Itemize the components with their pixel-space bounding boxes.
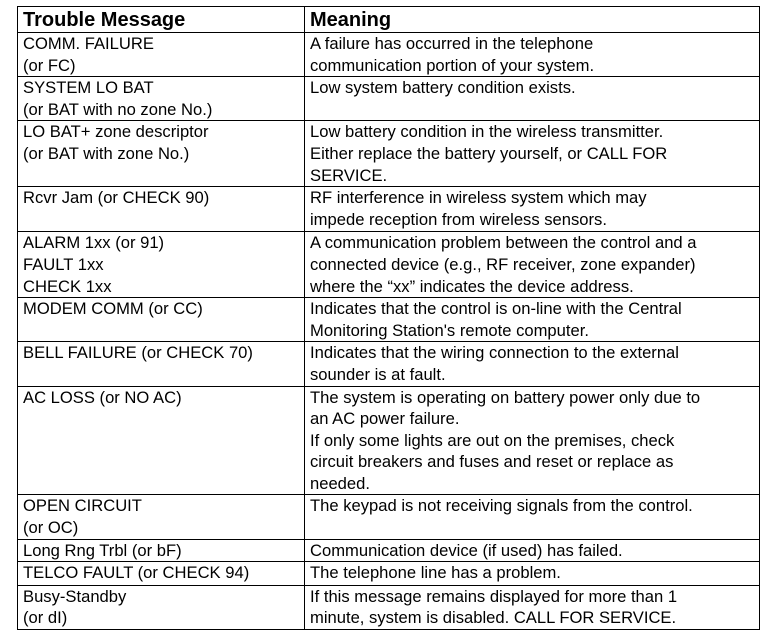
trouble-message-line: OPEN CIRCUIT bbox=[23, 496, 142, 516]
trouble-message-cell bbox=[18, 495, 305, 539]
trouble-message-line: COMM. FAILURE bbox=[23, 34, 154, 53]
meaning-cell bbox=[305, 298, 760, 342]
trouble-message-line: (or BAT with no zone No.) bbox=[23, 99, 213, 119]
table-row bbox=[18, 187, 760, 232]
meaning-line: minute, system is disabled. CALL FOR SERVICE. bbox=[310, 608, 677, 628]
trouble-message-cell bbox=[18, 187, 305, 232]
meaning-line: Indicates that the wiring connection to the external bbox=[310, 343, 679, 363]
meaning-line: Monitoring Station's remote computer. bbox=[310, 320, 589, 340]
meaning-cell bbox=[305, 539, 760, 562]
trouble-message-table-container bbox=[17, 6, 760, 630]
meaning-line: Low system battery condition exists. bbox=[310, 78, 576, 98]
meaning-line: If this message remains displayed for more than 1 bbox=[310, 586, 678, 606]
trouble-message-cell bbox=[18, 33, 305, 77]
meaning-line: circuit breakers and fuses and reset or replace as bbox=[310, 452, 674, 472]
trouble-message-line: (or FC) bbox=[23, 55, 76, 75]
meaning-line: SERVICE. bbox=[310, 165, 388, 185]
meaning-line: an AC power failure. bbox=[310, 409, 460, 429]
header-meaning: Meaning bbox=[305, 7, 760, 33]
table-row bbox=[18, 539, 760, 562]
table-row bbox=[18, 121, 760, 187]
table-row bbox=[18, 33, 760, 77]
meaning-line: The system is operating on battery power only due to bbox=[310, 387, 701, 407]
trouble-message-cell bbox=[18, 342, 305, 386]
meaning-cell bbox=[305, 342, 760, 386]
trouble-message-cell bbox=[18, 539, 305, 562]
trouble-message-line: AC LOSS (or NO AC) bbox=[23, 387, 182, 407]
trouble-message-line: (or dI) bbox=[23, 608, 68, 628]
meaning-cell bbox=[305, 121, 760, 187]
meaning-cell bbox=[305, 495, 760, 539]
meaning-line: RF interference in wireless system which may bbox=[310, 188, 647, 208]
meaning-cell bbox=[305, 562, 760, 586]
trouble-message-line: ALARM 1xx (or 91) bbox=[23, 233, 165, 253]
meaning-cell bbox=[305, 585, 760, 629]
trouble-message-line: CHECK 1xx bbox=[23, 276, 112, 296]
meaning-line: The keypad is not receiving signals from the control. bbox=[310, 496, 693, 516]
meaning-line: Low battery condition in the wireless transmitter. bbox=[310, 122, 664, 142]
meaning-cell bbox=[305, 386, 760, 495]
meaning-line: communication portion of your system. bbox=[310, 55, 595, 75]
trouble-message-line: Rcvr Jam (or CHECK 90) bbox=[23, 188, 210, 208]
trouble-message-table bbox=[17, 6, 760, 630]
meaning-line: where the “xx” indicates the device address. bbox=[310, 276, 634, 296]
trouble-message-line: SYSTEM LO BAT bbox=[23, 78, 154, 98]
trouble-message-line: (or OC) bbox=[23, 518, 79, 538]
meaning-cell bbox=[305, 232, 760, 298]
trouble-message-line: BELL FAILURE (or CHECK 70) bbox=[23, 343, 253, 363]
trouble-message-cell bbox=[18, 121, 305, 187]
table-row bbox=[18, 386, 760, 495]
trouble-message-cell bbox=[18, 232, 305, 298]
meaning-line: The telephone line has a problem. bbox=[310, 563, 561, 583]
table-header-row bbox=[18, 7, 760, 33]
trouble-message-cell bbox=[18, 77, 305, 121]
meaning-line: If only some lights are out on the premises, check bbox=[310, 430, 675, 450]
trouble-message-cell bbox=[18, 585, 305, 629]
table-body bbox=[18, 33, 760, 630]
table-row bbox=[18, 232, 760, 298]
trouble-message-cell bbox=[18, 562, 305, 586]
table-row bbox=[18, 298, 760, 342]
trouble-message-line: TELCO FAULT (or CHECK 94) bbox=[23, 563, 250, 583]
meaning-cell bbox=[305, 77, 760, 121]
table-row bbox=[18, 562, 760, 586]
meaning-line: A communication problem between the control and a bbox=[310, 233, 697, 253]
meaning-cell bbox=[305, 187, 760, 232]
meaning-cell bbox=[305, 33, 760, 77]
meaning-line: connected device (e.g., RF receiver, zone expander) bbox=[310, 254, 696, 274]
trouble-message-line: Long Rng Trbl (or bF) bbox=[23, 540, 182, 560]
meaning-line: impede reception from wireless sensors. bbox=[310, 209, 607, 229]
trouble-message-cell bbox=[18, 386, 305, 495]
meaning-line: A failure has occurred in the telephone bbox=[310, 34, 594, 53]
header-trouble-message: Trouble Message bbox=[18, 7, 305, 33]
trouble-message-line: Busy-Standby bbox=[23, 586, 127, 606]
table-row bbox=[18, 495, 760, 539]
trouble-message-line: (or BAT with zone No.) bbox=[23, 143, 190, 163]
meaning-line: sounder is at fault. bbox=[310, 364, 446, 384]
table-row bbox=[18, 585, 760, 629]
meaning-line: Either replace the battery yourself, or CALL FOR bbox=[310, 143, 668, 163]
trouble-message-cell bbox=[18, 298, 305, 342]
table-row bbox=[18, 342, 760, 386]
trouble-message-line: MODEM COMM (or CC) bbox=[23, 299, 203, 319]
meaning-line: Indicates that the control is on-line with the Central bbox=[310, 299, 682, 319]
trouble-message-line: FAULT 1xx bbox=[23, 254, 104, 274]
table-row bbox=[18, 77, 760, 121]
trouble-message-line: LO BAT+ zone descriptor bbox=[23, 122, 209, 142]
meaning-line: needed. bbox=[310, 473, 370, 493]
meaning-line: Communication device (if used) has failed. bbox=[310, 540, 623, 560]
